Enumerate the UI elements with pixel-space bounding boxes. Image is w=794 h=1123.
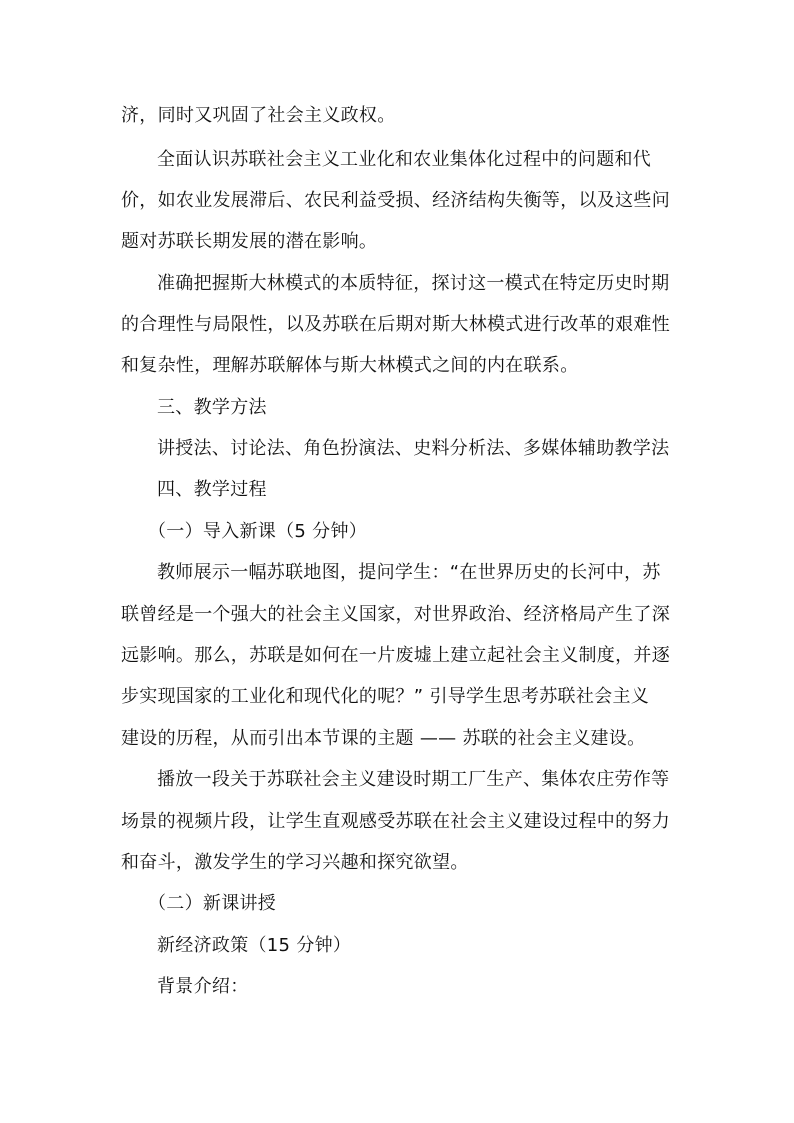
topic-heading: 新经济政策（15 分钟） [157, 935, 352, 956]
body-text-line: 建设的历程，从而引出本节课的主题 —— 苏联的社会主义建设。 [121, 728, 646, 749]
body-text-line: 价，如农业发展滞后、农民利益受损、经济结构失衡等，以及这些问 [121, 190, 670, 211]
body-text-line: 和复杂性，理解苏联解体与斯大林模式之间的内在联系。 [121, 355, 579, 376]
paragraph-first-line: 教师展示一幅苏联地图，提问学生：“在世界历史的长河中，苏 [157, 562, 661, 583]
body-text-line: 题对苏联长期发展的潜在影响。 [121, 231, 378, 252]
body-text-line: 讲授法、讨论法、角色扮演法、史料分析法、多媒体辅助教学法 [157, 438, 670, 459]
body-text-line: 的合理性与局限性，以及苏联在后期对斯大林模式进行改革的艰难性 [121, 314, 670, 335]
paragraph-first-line: 全面认识苏联社会主义工业化和农业集体化过程中的问题和代 [157, 149, 652, 170]
body-text-line: 场景的视频片段，让学生直观感受苏联在社会主义建设过程中的努力 [121, 811, 670, 832]
body-text-line: 远影响。那么，苏联是如何在一片废墟上建立起社会主义制度，并逐 [121, 645, 670, 666]
body-text-line: 济，同时又巩固了社会主义政权。 [121, 105, 396, 126]
section-heading: 三、教学方法 [157, 397, 267, 418]
body-text-line: 步实现国家的工业化和现代化的呢？” 引导学生思考苏联社会主义 [121, 686, 650, 707]
section-heading: 四、教学过程 [157, 479, 267, 500]
subsection-heading: （一）导入新课（5 分钟） [148, 521, 368, 542]
paragraph-first-line: 准确把握斯大林模式的本质特征，探讨这一模式在特定历史时期 [157, 273, 670, 294]
subsection-heading: （二）新课讲授 [148, 893, 277, 914]
paragraph-first-line: 播放一段关于苏联社会主义建设时期工厂生产、集体农庄劳作等 [157, 769, 670, 790]
body-text-line: 联曾经是一个强大的社会主义国家，对世界政治、经济格局产生了深 [121, 604, 670, 625]
body-text-line: 和奋斗，激发学生的学习兴趣和探究欲望。 [121, 852, 469, 873]
topic-subheading: 背景介绍： [157, 976, 249, 997]
